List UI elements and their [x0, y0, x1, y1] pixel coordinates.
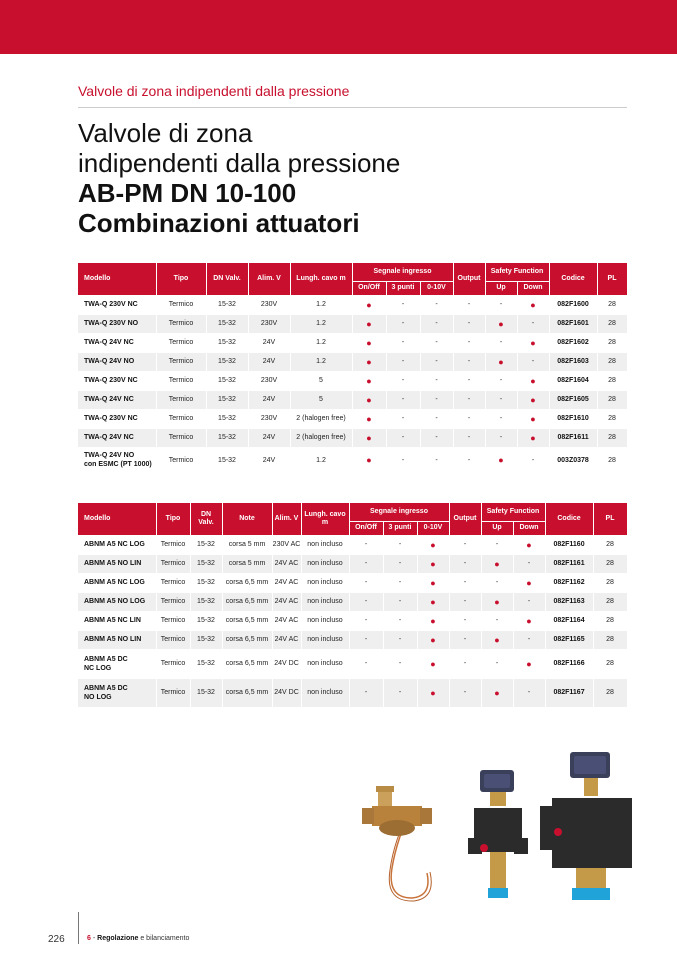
value-cell: 15-32 [190, 535, 222, 554]
model-cell: TWA-Q 230V NC [78, 409, 156, 428]
col-output: Output [449, 503, 481, 535]
col-alim: Alim. V [248, 263, 290, 295]
value-cell: ● [352, 295, 386, 314]
value-cell: ● [352, 333, 386, 352]
value-cell: corsa 6,5 mm [222, 678, 272, 707]
value-cell: 15-32 [206, 333, 248, 352]
value-cell: ● [352, 390, 386, 409]
col-modello: Modello [78, 263, 156, 295]
value-cell: Termico [156, 649, 190, 678]
value-cell: - [420, 333, 453, 352]
pl-cell: 28 [597, 352, 627, 371]
value-cell: 1.2 [290, 295, 352, 314]
value-cell: - [449, 649, 481, 678]
value-cell: ● [352, 447, 386, 473]
table-row [78, 535, 627, 554]
pl-cell: 28 [597, 447, 627, 473]
value-cell: - [386, 333, 420, 352]
code-cell: 082F1163 [545, 592, 593, 611]
value-cell: 15-32 [206, 371, 248, 390]
col-onoff: On/Off [349, 521, 383, 535]
value-cell: - [420, 314, 453, 333]
value-cell: - [513, 592, 545, 611]
title-line-2: indipendenti dalla pressione [78, 148, 401, 178]
value-cell: 24V AC [272, 592, 301, 611]
top-banner [0, 0, 677, 54]
value-cell: ● [517, 428, 549, 447]
value-cell: 24V [248, 428, 290, 447]
pl-cell: 28 [593, 678, 627, 707]
value-cell: 2 (halogen free) [290, 409, 352, 428]
model-cell: TWA-Q 24V NO [78, 352, 156, 371]
value-cell: - [383, 554, 417, 573]
abnm-actuator-table [78, 503, 628, 708]
brass-valve-image [362, 786, 432, 901]
value-cell: - [420, 390, 453, 409]
table-row [78, 333, 627, 352]
code-cell: 082F1166 [545, 649, 593, 678]
value-cell: Termico [156, 333, 206, 352]
value-cell: - [453, 371, 485, 390]
ab-pm-valve-large-image [540, 752, 632, 900]
product-images [352, 748, 632, 908]
col-010v: 0-10V [417, 521, 449, 535]
value-cell: ● [513, 611, 545, 630]
value-cell: ● [352, 409, 386, 428]
code-cell: 082F1604 [549, 371, 597, 390]
value-cell: - [449, 630, 481, 649]
value-cell: ● [517, 371, 549, 390]
value-cell: ● [513, 573, 545, 592]
value-cell: 15-32 [190, 649, 222, 678]
pl-cell: 28 [597, 371, 627, 390]
value-cell: ● [417, 649, 449, 678]
col-3punti: 3 punti [386, 281, 420, 295]
value-cell: 15-32 [206, 447, 248, 473]
code-cell: 082F1167 [545, 678, 593, 707]
value-cell: non incluso [301, 649, 349, 678]
value-cell: 15-32 [190, 611, 222, 630]
code-cell: 082F1164 [545, 611, 593, 630]
table-row [78, 592, 627, 611]
value-cell: - [485, 333, 517, 352]
model-cell: TWA-Q 24V NC [78, 333, 156, 352]
title-line-3: AB-PM DN 10-100 [78, 178, 297, 208]
code-cell: 003Z0378 [549, 447, 597, 473]
col-safety: Safety Function [481, 503, 545, 521]
col-down: Down [513, 521, 545, 535]
value-cell: ● [481, 630, 513, 649]
col-lungh: Lungh. cavo m [290, 263, 352, 295]
col-output: Output [453, 263, 485, 295]
value-cell: - [420, 371, 453, 390]
table-row [78, 371, 627, 390]
value-cell: ● [417, 535, 449, 554]
value-cell: non incluso [301, 678, 349, 707]
col-010v: 0-10V [420, 281, 453, 295]
col-3punti: 3 punti [383, 521, 417, 535]
col-onoff: On/Off [352, 281, 386, 295]
value-cell: 24V [248, 390, 290, 409]
value-cell: ● [417, 554, 449, 573]
value-cell: Termico [156, 428, 206, 447]
table-row [78, 447, 627, 473]
value-cell: - [383, 592, 417, 611]
footer-separator: - [92, 935, 96, 942]
value-cell: - [453, 390, 485, 409]
value-cell: 15-32 [190, 678, 222, 707]
col-lungh: Lungh. cavo m [301, 503, 349, 535]
value-cell: - [449, 535, 481, 554]
value-cell: - [420, 447, 453, 473]
col-dn: DN Valv. [190, 503, 222, 535]
model-cell: ABNM A5 NC LOG [78, 573, 156, 592]
value-cell: Termico [156, 592, 190, 611]
value-cell: Termico [156, 678, 190, 707]
value-cell: ● [485, 314, 517, 333]
pl-cell: 28 [597, 428, 627, 447]
value-cell: - [383, 535, 417, 554]
value-cell: - [517, 314, 549, 333]
table-row [78, 295, 627, 314]
value-cell: - [517, 352, 549, 371]
twa-q-actuator-table [78, 263, 628, 474]
value-cell: - [386, 390, 420, 409]
pl-cell: 28 [593, 554, 627, 573]
col-alim: Alim. V [272, 503, 301, 535]
value-cell: - [383, 678, 417, 707]
value-cell: - [386, 295, 420, 314]
model-cell: ABNM A5 NO LIN [78, 554, 156, 573]
value-cell: ● [352, 352, 386, 371]
value-cell: - [449, 592, 481, 611]
value-cell: 2 (halogen free) [290, 428, 352, 447]
value-cell: - [485, 371, 517, 390]
value-cell: - [453, 447, 485, 473]
pl-cell: 28 [597, 333, 627, 352]
page-title [78, 118, 618, 238]
table-row [78, 314, 627, 333]
value-cell: 1.2 [290, 333, 352, 352]
pl-cell: 28 [593, 592, 627, 611]
value-cell: 24V DC [272, 678, 301, 707]
value-cell: - [349, 554, 383, 573]
value-cell: - [481, 611, 513, 630]
col-codice: Codice [549, 263, 597, 295]
col-pl: PL [593, 503, 627, 535]
value-cell: - [349, 573, 383, 592]
model-cell: ABNM A5 DC NC LOG [78, 649, 156, 678]
value-cell: - [485, 409, 517, 428]
model-cell: TWA-Q 230V NO [78, 314, 156, 333]
code-cell: 082F1601 [549, 314, 597, 333]
value-cell: 230V [248, 295, 290, 314]
value-cell: Termico [156, 447, 206, 473]
value-cell: - [449, 573, 481, 592]
table-row [78, 649, 627, 678]
model-cell: ABNM A5 NO LIN [78, 630, 156, 649]
footer-section-rest: e bilanciamento [138, 935, 190, 942]
value-cell: - [420, 409, 453, 428]
value-cell: - [349, 535, 383, 554]
title-line-1: Valvole di zona [78, 118, 253, 148]
pl-cell: 28 [593, 535, 627, 554]
value-cell: - [513, 554, 545, 573]
value-cell: ● [352, 314, 386, 333]
value-cell: - [386, 447, 420, 473]
value-cell: 24V DC [272, 649, 301, 678]
pl-cell: 28 [597, 314, 627, 333]
model-cell: ABNM A5 NC LOG [78, 535, 156, 554]
value-cell: 230V AC [272, 535, 301, 554]
value-cell: ● [417, 678, 449, 707]
table-row [78, 678, 627, 707]
value-cell: - [386, 352, 420, 371]
table-row [78, 630, 627, 649]
value-cell: - [481, 573, 513, 592]
value-cell: - [481, 535, 513, 554]
value-cell: - [513, 630, 545, 649]
value-cell: - [420, 295, 453, 314]
code-cell: 082F1602 [549, 333, 597, 352]
pl-cell: 28 [593, 649, 627, 678]
value-cell: ● [417, 592, 449, 611]
value-cell: Termico [156, 611, 190, 630]
value-cell: non incluso [301, 535, 349, 554]
value-cell: ● [517, 409, 549, 428]
col-note: Note [222, 503, 272, 535]
col-safety: Safety Function [485, 263, 549, 281]
col-pl: PL [597, 263, 627, 295]
table-row [78, 428, 627, 447]
value-cell: Termico [156, 314, 206, 333]
table-row [78, 352, 627, 371]
col-up: Up [485, 281, 517, 295]
col-up: Up [481, 521, 513, 535]
model-cell: TWA-Q 24V NO con ESMC (PT 1000) [78, 447, 156, 473]
value-cell: 24V [248, 447, 290, 473]
value-cell: corsa 6,5 mm [222, 573, 272, 592]
value-cell: corsa 6,5 mm [222, 611, 272, 630]
value-cell: ● [517, 390, 549, 409]
model-cell: ABNM A5 DC NO LOG [78, 678, 156, 707]
value-cell: 24V AC [272, 611, 301, 630]
page-number: 226 [48, 934, 65, 945]
value-cell: - [485, 428, 517, 447]
model-cell: ABNM A5 NC LIN [78, 611, 156, 630]
model-cell: TWA-Q 230V NC [78, 371, 156, 390]
value-cell: - [420, 428, 453, 447]
value-cell: ● [513, 649, 545, 678]
value-cell: ● [481, 554, 513, 573]
model-cell: TWA-Q 24V NC [78, 428, 156, 447]
value-cell: - [513, 678, 545, 707]
value-cell: 15-32 [206, 428, 248, 447]
pl-cell: 28 [597, 390, 627, 409]
value-cell: 15-32 [190, 592, 222, 611]
value-cell: - [453, 428, 485, 447]
col-tipo: Tipo [156, 503, 190, 535]
table-row [78, 573, 627, 592]
value-cell: - [485, 390, 517, 409]
table-row [78, 554, 627, 573]
value-cell: ● [417, 630, 449, 649]
value-cell: corsa 6,5 mm [222, 592, 272, 611]
value-cell: - [349, 678, 383, 707]
value-cell: - [383, 573, 417, 592]
value-cell: 24V [248, 333, 290, 352]
chapter-number: 6 [87, 935, 91, 942]
value-cell: - [453, 314, 485, 333]
section-divider [78, 107, 627, 108]
col-down: Down [517, 281, 549, 295]
value-cell: - [349, 649, 383, 678]
model-cell: TWA-Q 24V NC [78, 390, 156, 409]
value-cell: 230V [248, 314, 290, 333]
value-cell: - [386, 428, 420, 447]
value-cell: ● [485, 352, 517, 371]
value-cell: - [449, 678, 481, 707]
value-cell: 15-32 [206, 352, 248, 371]
code-cell: 082F1161 [545, 554, 593, 573]
value-cell: corsa 5 mm [222, 554, 272, 573]
ab-pm-valve-small-image [468, 770, 528, 898]
value-cell: - [386, 409, 420, 428]
table-row [78, 409, 627, 428]
value-cell: non incluso [301, 592, 349, 611]
col-codice: Codice [545, 503, 593, 535]
col-segnale: Segnale ingresso [352, 263, 453, 281]
section-heading: Valvole di zona indipendenti dalla pressione [78, 83, 350, 99]
value-cell: 1.2 [290, 352, 352, 371]
title-line-4: Combinazioni attuatori [78, 208, 360, 238]
value-cell: non incluso [301, 573, 349, 592]
value-cell: Termico [156, 554, 190, 573]
value-cell: - [453, 352, 485, 371]
value-cell: - [517, 447, 549, 473]
value-cell: 1.2 [290, 314, 352, 333]
value-cell: - [420, 352, 453, 371]
value-cell: 15-32 [206, 390, 248, 409]
value-cell: - [453, 333, 485, 352]
value-cell: 15-32 [206, 295, 248, 314]
value-cell: - [453, 295, 485, 314]
model-cell: TWA-Q 230V NC [78, 295, 156, 314]
value-cell: - [383, 649, 417, 678]
pl-cell: 28 [593, 630, 627, 649]
value-cell: 1.2 [290, 447, 352, 473]
pl-cell: 28 [593, 573, 627, 592]
value-cell: ● [352, 428, 386, 447]
code-cell: 082F1162 [545, 573, 593, 592]
value-cell: ● [481, 678, 513, 707]
value-cell: Termico [156, 390, 206, 409]
table-row [78, 611, 627, 630]
value-cell: ● [352, 371, 386, 390]
col-modello: Modello [78, 503, 156, 535]
value-cell: corsa 6,5 mm [222, 649, 272, 678]
table-row [78, 390, 627, 409]
code-cell: 082F1600 [549, 295, 597, 314]
value-cell: Termico [156, 352, 206, 371]
value-cell: corsa 5 mm [222, 535, 272, 554]
value-cell: - [383, 611, 417, 630]
value-cell: ● [517, 333, 549, 352]
code-cell: 082F1605 [549, 390, 597, 409]
code-cell: 082F1165 [545, 630, 593, 649]
value-cell: Termico [156, 409, 206, 428]
value-cell: non incluso [301, 630, 349, 649]
value-cell: 15-32 [206, 314, 248, 333]
value-cell: 24V AC [272, 554, 301, 573]
value-cell: ● [417, 573, 449, 592]
value-cell: 24V AC [272, 573, 301, 592]
pl-cell: 28 [593, 611, 627, 630]
value-cell: - [386, 371, 420, 390]
footer-section [87, 935, 189, 942]
value-cell: ● [481, 592, 513, 611]
value-cell: - [349, 592, 383, 611]
value-cell: - [349, 630, 383, 649]
value-cell: Termico [156, 535, 190, 554]
footer-divider [78, 912, 79, 944]
value-cell: 5 [290, 390, 352, 409]
col-segnale: Segnale ingresso [349, 503, 449, 521]
value-cell: - [386, 314, 420, 333]
value-cell: Termico [156, 573, 190, 592]
value-cell: Termico [156, 371, 206, 390]
value-cell: ● [513, 535, 545, 554]
value-cell: Termico [156, 630, 190, 649]
value-cell: - [453, 409, 485, 428]
value-cell: ● [485, 447, 517, 473]
value-cell: non incluso [301, 611, 349, 630]
code-cell: 082F1160 [545, 535, 593, 554]
value-cell: 15-32 [190, 573, 222, 592]
code-cell: 082F1610 [549, 409, 597, 428]
col-dn: DN Valv. [206, 263, 248, 295]
value-cell: ● [417, 611, 449, 630]
value-cell: - [449, 611, 481, 630]
value-cell: 230V [248, 371, 290, 390]
pl-cell: 28 [597, 295, 627, 314]
value-cell: - [449, 554, 481, 573]
value-cell: 24V [248, 352, 290, 371]
value-cell: corsa 6,5 mm [222, 630, 272, 649]
value-cell: 24V AC [272, 630, 301, 649]
code-cell: 082F1611 [549, 428, 597, 447]
value-cell: - [383, 630, 417, 649]
pl-cell: 28 [597, 409, 627, 428]
value-cell: 15-32 [190, 554, 222, 573]
value-cell: ● [517, 295, 549, 314]
model-cell: ABNM A5 NO LOG [78, 592, 156, 611]
value-cell: 5 [290, 371, 352, 390]
value-cell: 15-32 [206, 409, 248, 428]
value-cell: Termico [156, 295, 206, 314]
code-cell: 082F1603 [549, 352, 597, 371]
value-cell: non incluso [301, 554, 349, 573]
value-cell: 230V [248, 409, 290, 428]
col-tipo: Tipo [156, 263, 206, 295]
value-cell: - [485, 295, 517, 314]
footer-section-bold: Regolazione [97, 935, 139, 942]
value-cell: - [481, 649, 513, 678]
value-cell: - [349, 611, 383, 630]
value-cell: 15-32 [190, 630, 222, 649]
